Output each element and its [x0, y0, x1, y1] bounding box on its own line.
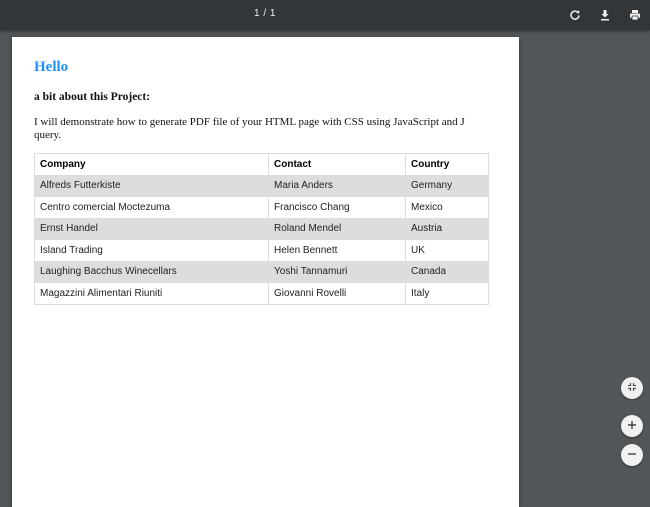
table-row: [35, 175, 489, 197]
table-cell: Ernst Handel: [35, 218, 269, 240]
document-title: Hello: [34, 59, 69, 75]
table-cell: Giovanni Rovelli: [269, 283, 406, 305]
table-cell: Island Trading: [35, 240, 269, 262]
table-row: [35, 240, 489, 262]
table-cell: Francisco Chang: [269, 197, 406, 219]
table-cell: Germany: [406, 175, 489, 197]
document-subtitle: a bit about this Project:: [34, 91, 151, 103]
table-header: Contact: [269, 154, 406, 176]
fit-to-page-button[interactable]: [621, 377, 643, 399]
table-row: [35, 261, 489, 283]
download-button[interactable]: [596, 6, 614, 24]
customers-table: [34, 153, 489, 305]
zoom-out-button[interactable]: [621, 444, 643, 466]
document-paragraph: I will demonstrate how to generate PDF file of your HTML page with CSS using JavaScript and J query.: [34, 116, 465, 141]
table-cell: Yoshi Tannamuri: [269, 261, 406, 283]
zoom-out-icon: [627, 446, 637, 464]
table-cell: Centro comercial Moctezuma: [35, 197, 269, 219]
table-row: [35, 218, 489, 240]
table-row: [35, 283, 489, 305]
table-header-row: [35, 154, 489, 176]
pdf-page: [12, 37, 519, 507]
page-indicator: 1 / 1: [254, 8, 276, 19]
table-cell: Roland Mendel: [269, 218, 406, 240]
table-header: Company: [35, 154, 269, 176]
table-cell: UK: [406, 240, 489, 262]
table-cell: Maria Anders: [269, 175, 406, 197]
zoom-in-icon: [627, 417, 637, 435]
table-cell: Mexico: [406, 197, 489, 219]
table-cell: Italy: [406, 283, 489, 305]
zoom-in-button[interactable]: [621, 415, 643, 437]
print-button[interactable]: [626, 6, 644, 24]
rotate-icon: [569, 9, 581, 21]
print-icon: [629, 9, 641, 21]
pdf-toolbar: [0, 0, 650, 30]
table-cell: Laughing Bacchus Winecellars: [35, 261, 269, 283]
table-cell: Helen Bennett: [269, 240, 406, 262]
table-cell: Austria: [406, 218, 489, 240]
table-cell: Magazzini Alimentari Riuniti: [35, 283, 269, 305]
table-row: [35, 197, 489, 219]
table-cell: Canada: [406, 261, 489, 283]
table-header: Country: [406, 154, 489, 176]
table-cell: Alfreds Futterkiste: [35, 175, 269, 197]
rotate-button[interactable]: [566, 6, 584, 24]
download-icon: [599, 9, 611, 21]
fit-to-page-icon: [627, 379, 637, 397]
